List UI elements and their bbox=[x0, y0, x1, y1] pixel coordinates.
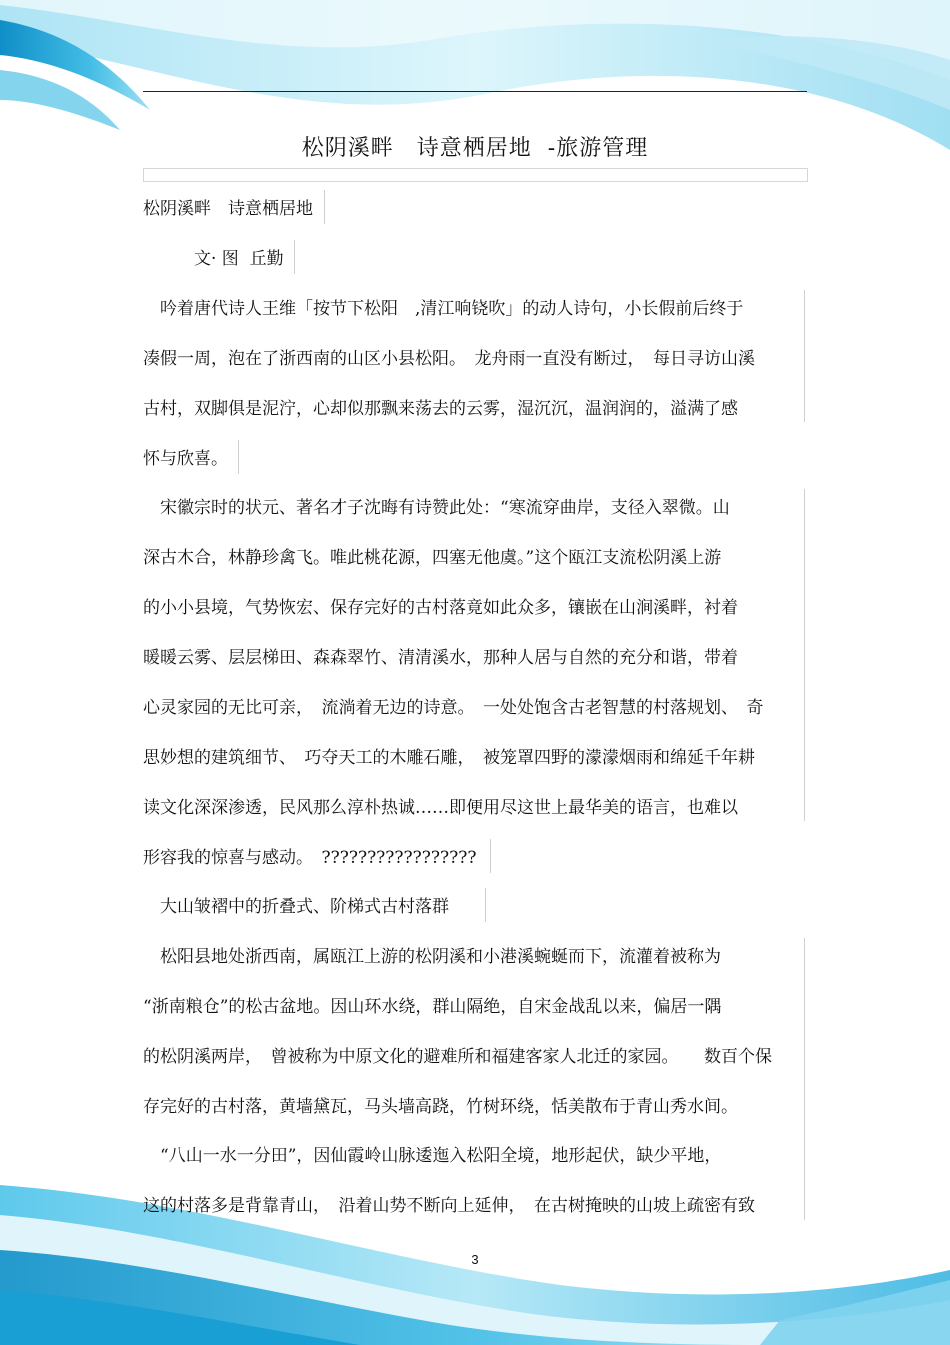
text-line: 存完好的古村落，黄墙黛瓦，马头墙高跷，竹树环绕，恬美散布于青山秀水间。 bbox=[143, 1097, 738, 1117]
text-line: 思妙想的建筑细节、 巧夺天工的木雕石雕， 被笼罩四野的濛濛烟雨和绵延千年耕 bbox=[143, 748, 755, 768]
text-line: 暖暖云雾、层层梯田、森森翠竹、清清溪水，那种人居与自然的充分和谐，带着 bbox=[143, 648, 738, 668]
cell-edge bbox=[485, 888, 486, 922]
cell-edge bbox=[324, 190, 325, 224]
section-heading: 大山皱褶中的折叠式、阶梯式古村落群 bbox=[143, 897, 449, 917]
cell-edge bbox=[490, 839, 491, 873]
document-title: 松阴溪畔 诗意栖居地 -旅游管理 bbox=[301, 136, 649, 161]
text-line: 的松阴溪两岸， 曾被称为中原文化的避难所和福建客家人北迁的家园。 数百个保 bbox=[143, 1047, 772, 1067]
text-line: 心灵家园的无比可亲， 流淌着无边的诗意。 一处处饱含古老智慧的村落规划、 奇 bbox=[143, 698, 764, 718]
text-line: 怀与欣喜。 bbox=[143, 449, 228, 469]
title-underline-box bbox=[143, 168, 808, 182]
text-line: 读文化深深渗透，民风那么淳朴热诚……即便用尽这世上最华美的语言，也难以 bbox=[143, 798, 738, 818]
text-line: “浙南粮仓”的松古盆地。因山环水绕，群山隔绝，自宋金战乱以来，偏居一隅 bbox=[143, 997, 722, 1017]
cell-edge bbox=[294, 240, 295, 274]
text-line: 文· 图 丘勤 bbox=[143, 249, 284, 269]
cell-edge bbox=[804, 489, 805, 821]
text-line: 宋徽宗时的状元、著名才子沈晦有诗赞此处：“寒流穿曲岸，支径入翠微。山 bbox=[143, 498, 730, 518]
cell-edge bbox=[238, 440, 239, 474]
cell-edge bbox=[804, 938, 805, 1220]
text-line: 凑假一周，泡在了浙西南的山区小县松阳。 龙舟雨一直没有断过， 每日寻访山溪 bbox=[143, 349, 755, 369]
text-line: 吟着唐代诗人王维「按节下松阳 ,清江响铙吹」的动人诗句，小长假前后终于 bbox=[143, 299, 744, 319]
text-line: 古村，双脚俱是泥泞，心却似那飘来荡去的云雾，湿沉沉，温润润的，溢满了感 bbox=[143, 399, 738, 419]
text-line: 的小小县境，气势恢宏、保存完好的古村落竟如此众多，镶嵌在山涧溪畔，衬着 bbox=[143, 598, 738, 618]
text-line: 松阴溪畔 诗意栖居地 bbox=[143, 199, 313, 219]
header-rule bbox=[143, 91, 807, 92]
text-line: 形容我的惊喜与感动。 ????????????????? bbox=[143, 848, 477, 868]
text-line: 这的村落多是背靠青山， 沿着山势不断向上延伸， 在古树掩映的山坡上疏密有致 bbox=[143, 1196, 755, 1216]
text-line: 松阳县地处浙西南，属瓯江上游的松阴溪和小港溪蜿蜒而下，流灌着被称为 bbox=[143, 947, 721, 967]
cell-edge bbox=[804, 290, 805, 422]
text-line: “八山一水一分田”，因仙霞岭山脉逶迤入松阳全境，地形起伏，缺少平地， bbox=[143, 1146, 722, 1166]
page-number: 3 bbox=[471, 1252, 479, 1267]
text-line: 深古木合，林静珍禽飞。唯此桃花源，四塞无他虞。”这个瓯江支流松阴溪上游 bbox=[143, 548, 722, 568]
